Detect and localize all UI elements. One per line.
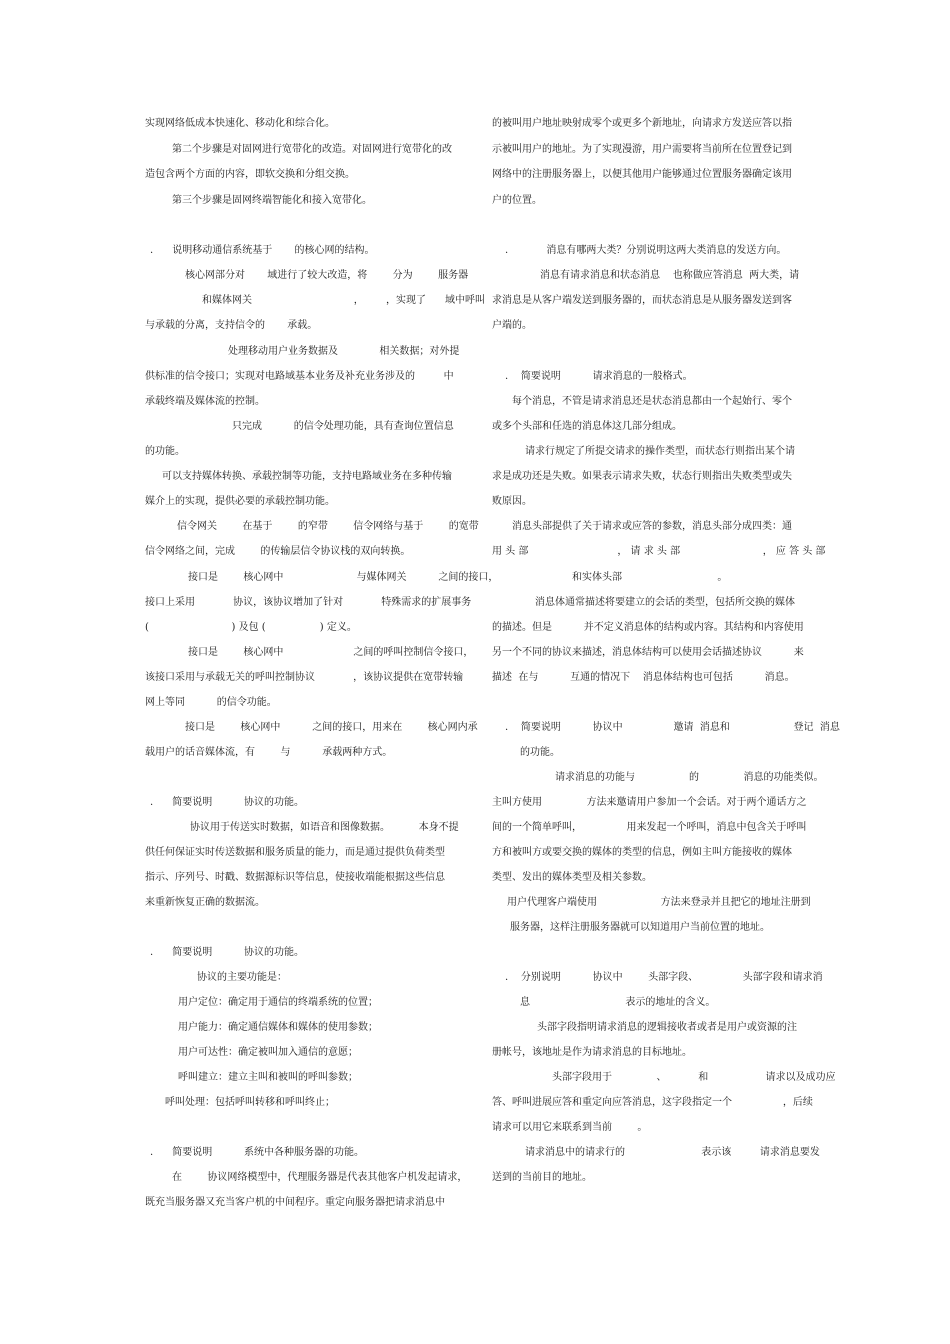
text-line: . 说明移动通信系统基于 的核心网的结构。 [150, 245, 375, 256]
text-line: 信令网络之间，完成 的传输层信令协议栈的双向转换。 [145, 546, 411, 557]
text-line: 接口是 核心网中 之间的接口，用来在 核心网内承 [185, 722, 478, 733]
text-line: 指示、序列号、时戳、数据源标识等信息，使接收端能根据这些信息 [145, 872, 445, 883]
text-line: 承载终端及媒体流的控制。 [145, 396, 265, 407]
text-line: 用户可达性：确定被叫加入通信的意愿； [178, 1047, 358, 1058]
text-line: 供任何保证实时传送数据和服务质量的能力，而是通过提供负荷类型 [145, 847, 445, 858]
text-line: 网上等同 的信令功能。 [145, 697, 277, 708]
text-line: 的功能。 [520, 747, 560, 758]
text-line: 服务器，这样注册服务器就可以知道用户当前位置的地址。 [510, 922, 770, 933]
text-line: 用户定位：确定用于通信的终端系统的位置； [178, 997, 378, 1008]
text-line: 求消息是从客户端发送到服务器的，而状态消息是从服务器发送到客 [492, 295, 792, 306]
text-line: 协议的主要功能是： [197, 972, 287, 983]
text-line: 消息有请求消息和状态消息 也称做应答消息 两大类，请 [540, 270, 800, 281]
text-line: 册帐号，该地址是作为请求消息的目标地址。 [492, 1047, 692, 1058]
text-line: 和媒体网关 ， ，实现了 域中呼叫 [202, 295, 486, 306]
text-line: 类型、发出的媒体类型及相关参数。 [492, 872, 652, 883]
text-line: 第二个步骤是对固网进行宽带化的改造。对固网进行宽带化的改 [172, 144, 452, 155]
text-line: . 分别说明 协议中 头部字段、 头部字段和请求消 [505, 972, 823, 983]
text-line: . 消息有哪两大类？分别说明这两大类消息的发送方向。 [505, 245, 787, 256]
text-line: 接口是 核心网中 与媒体网关 之间的接口， [188, 572, 499, 583]
text-line: 另一个不同的协议来描述，消息体结构可以使用会话描述协议 来 [492, 647, 804, 658]
text-line: 接口是 核心网中 之间的呼叫控制信令接口， [188, 647, 474, 658]
text-line: 或多个头部和任选的消息体这几部分组成。 [492, 421, 682, 432]
text-line: 请求行规定了所提交请求的操作类型，而状态行则指出某个请 [525, 446, 795, 457]
text-line: 信令网关 在基于 的窄带 信令网络与基于 的宽带 [177, 521, 479, 532]
text-line: 方和被叫方或要交换的媒体的类型的信息，例如主叫方能接收的媒体 [492, 847, 792, 858]
text-line: 网络中的注册服务器上，以便其他用户能够通过位置服务器确定该用 [492, 169, 792, 180]
text-line: . 简要说明 请求消息的一般格式。 [505, 371, 693, 382]
text-line: . 简要说明 协议中 邀请 消息和 登记 消息 [505, 722, 840, 733]
text-line: 和实体头部 。 [572, 572, 728, 583]
text-line: 的功能。 [145, 446, 185, 457]
text-line: 用 头 部 ， 请 求 头 部 ， 应 答 头 部 [492, 546, 826, 557]
text-line: 造包含两个方面的内容，即软交换和分组交换。 [145, 169, 355, 180]
text-line: 间的一个简单呼叫， 用来发起一个呼叫，消息中包含关于呼叫 [492, 822, 807, 833]
text-line: 头部字段用于 、 和 请求以及成功应 [552, 1072, 836, 1083]
text-line: 只完成 的信令处理功能，具有查询位置信息 [232, 421, 454, 432]
text-line: . 简要说明 协议的功能。 [150, 947, 305, 958]
text-line: 送到的当前目的地址。 [492, 1172, 592, 1183]
text-line: 头部字段指明请求消息的逻辑接收者或者是用户或资源的注 [537, 1022, 797, 1033]
text-line: . 简要说明 协议的功能。 [150, 797, 305, 808]
text-line: 求是成功还是失败。如果表示请求失败，状态行则指出失败类型或失 [492, 471, 792, 482]
text-line: 来重新恢复正确的数据流。 [145, 897, 265, 908]
text-line: 败原因。 [492, 496, 532, 507]
text-line: 呼叫建立：建立主叫和被叫的呼叫参数； [178, 1072, 358, 1083]
text-line: 每个消息，不管是请求消息还是状态消息都由一个起始行、零个 [512, 396, 792, 407]
text-line: 请求可以用它来联系到当前 。 [492, 1122, 648, 1133]
text-line: 请求消息的功能与 的 消息的功能类似。 [555, 772, 824, 783]
text-line: . 简要说明 系统中各种服务器的功能。 [150, 1147, 365, 1158]
text-line: 该接口采用与承载无关的呼叫控制协议 ，该协议提供在宽带转输 [145, 672, 464, 683]
text-line: 处理移动用户业务数据及 相关数据；对外提 [228, 346, 460, 357]
text-line: 用户代理客户端使用 方法来登录并且把它的地址注册到 [507, 897, 811, 908]
text-line: ( ) 及包 ( ) 定义。 [145, 622, 357, 633]
text-line: 可以支持媒体转换、承载控制等功能，支持电路域业务在多种传输 [162, 471, 452, 482]
text-line: 户的位置。 [492, 195, 542, 206]
text-line: 答、呼叫进展应答和重定向应答消息，这字段指定一个 ，后续 [492, 1097, 813, 1108]
text-line: 呼叫处理：包括呼叫转移和呼叫终止； [165, 1097, 335, 1108]
text-line: 在 协议网络模型中，代理服务器是代表其他客户机发起请求， [172, 1172, 468, 1183]
text-line: 请求消息中的请求行的 表示该 请求消息要发 [525, 1147, 820, 1158]
text-line: 的被叫用户地址映射成零个或更多个新地址，向请求方发送应答以指 [492, 118, 792, 129]
text-line: 示被叫用户的地址。为了实现漫游，用户需要将当前所在位置登记到 [492, 144, 792, 155]
text-line: 消息体通常描述将要建立的会话的类型，包括所交换的媒体 [535, 597, 795, 608]
text-line: 实现网络低成本快速化、移动化和综合化。 [145, 118, 335, 129]
text-line: 主叫方使用 方法来邀请用户参加一个会话。对于两个通话方之 [492, 797, 807, 808]
text-line: 第三个步骤是固网终端智能化和接入宽带化。 [172, 195, 372, 206]
text-line: 与承载的分离，支持信令的 承载。 [145, 320, 318, 331]
text-line: 媒介上的实现，提供必要的承载控制功能。 [145, 496, 335, 507]
text-line: 的描述。但是 并不定义消息体的结构或内容。其结构和内容使用 [492, 622, 804, 633]
text-line: 供标准的信令接口；实现对电路域基本业务及补充业务涉及的 中 [145, 371, 454, 382]
text-line: 消息头部提供了关于请求或应答的参数，消息头部分成四类：通 [512, 521, 792, 532]
text-line: 接口上采用 协议，该协议增加了针对 特殊需求的扩展事务 [145, 597, 472, 608]
text-line: 核心网部分对 域进行了较大改造，将 分为 服务器 [185, 270, 469, 281]
text-line: 协议用于传送实时数据，如语音和图像数据。 本身不提 [190, 822, 459, 833]
text-line: 用户能力：确定通信媒体和媒体的使用参数； [178, 1022, 378, 1033]
text-line: 户端的。 [492, 320, 532, 331]
text-line: 既充当服务器又充当客户机的中间程序。重定向服务器把请求消息中 [145, 1197, 445, 1208]
text-line: 描述 在与 互通的情况下 消息体结构也可包括 消息。 [492, 672, 795, 683]
text-line: 息 表示的地址的含义。 [520, 997, 716, 1008]
text-line: 载用户的话音媒体流，有 与 承载两种方式。 [145, 747, 393, 758]
